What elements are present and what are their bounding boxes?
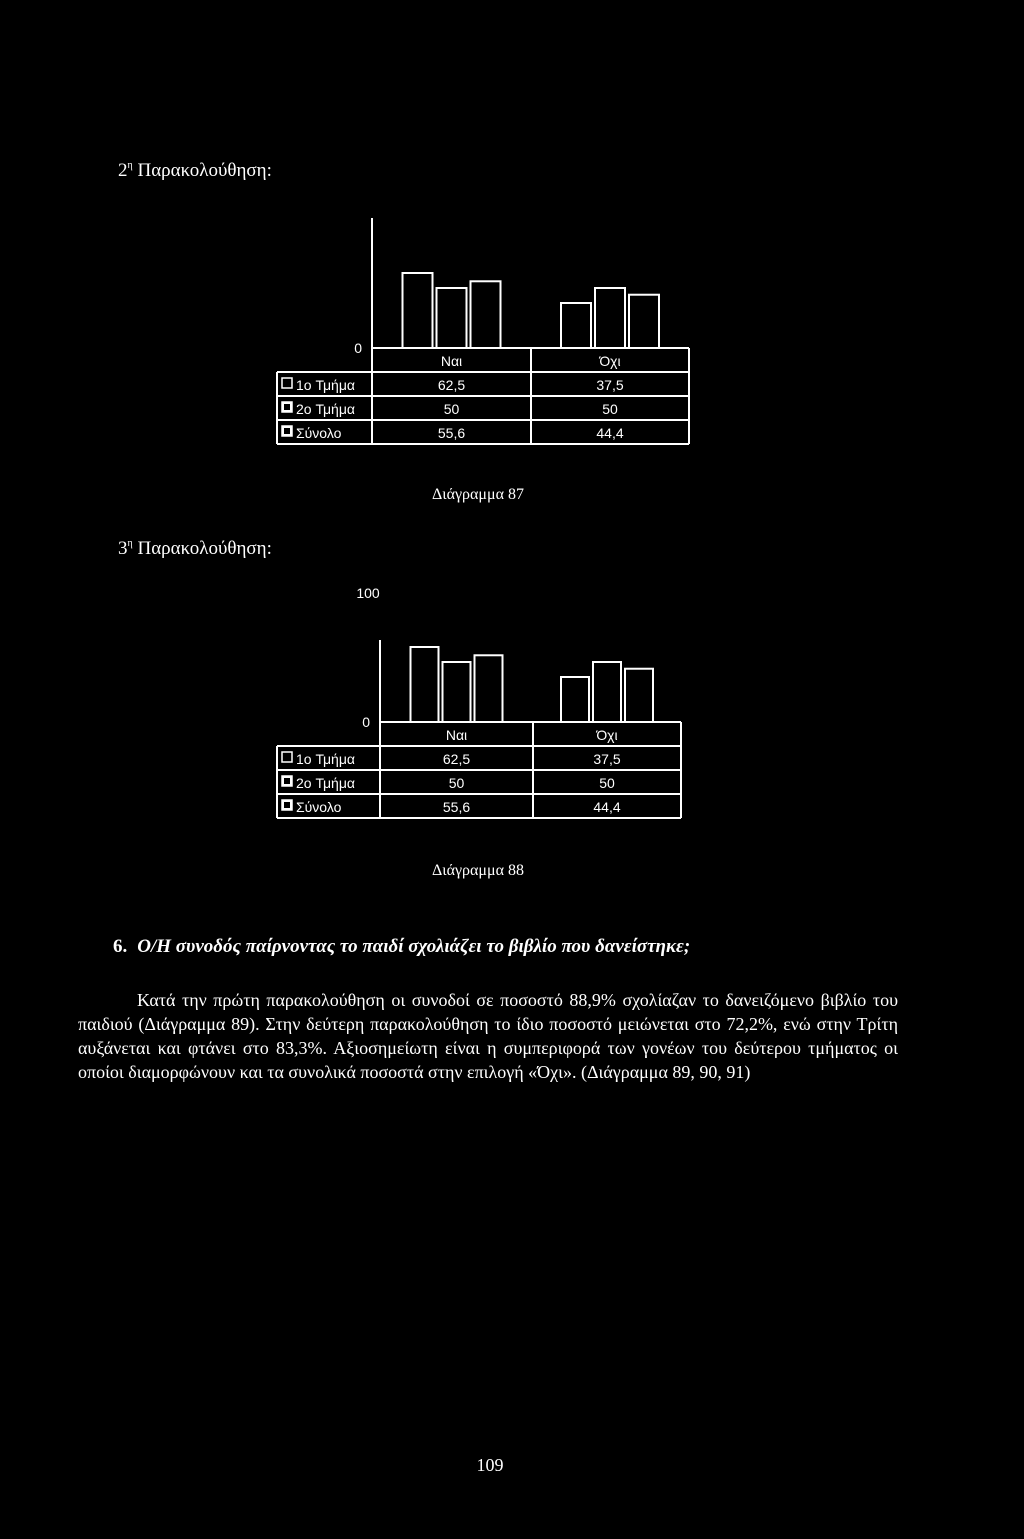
- legend-swatch-inner-3: [284, 428, 290, 434]
- heading-number: 3: [118, 538, 128, 559]
- data-label-1-2: 37,5: [593, 751, 621, 767]
- heading-label: Παρακολούθηση:: [137, 160, 272, 181]
- data-label-3-1: 55,6: [442, 799, 471, 815]
- heading-superscript: η: [127, 159, 133, 171]
- bar-2-1: [443, 662, 471, 722]
- data-label-2-1: 50: [448, 775, 465, 791]
- legend-label-1: 1o Τμήμα: [296, 751, 356, 767]
- legend-swatch-inner-2: [284, 778, 290, 784]
- bar-3-1: [471, 281, 501, 348]
- bar-1-1: [403, 273, 433, 348]
- data-label-1-2: 37,5: [596, 377, 624, 393]
- chart-caption-87: Διάγραμμα 87: [432, 486, 524, 503]
- legend-swatch-1: [282, 752, 292, 762]
- bar-3-2: [629, 295, 659, 348]
- chart-caption-88: Διάγραμμα 88: [432, 862, 524, 879]
- bar-1-2: [561, 677, 589, 722]
- body-paragraph: Κατά την πρώτη παρακολούθηση οι συνοδοί σε ποσοστό 88,9% σχολίαζαν το δανειζόμενο βιβλίο του παιδιού (Διάγραμμα 89). Στην δεύτερη παρακολούθηση το ίδιο ποσοστό μειώνεται στο 72,2%, ενώ στην Τρίτη αυξάνεται και φτάνει στο 83,3%. Αξιοσημείωτη είναι η συμπεριφορά των γονέων του δεύτερου τμήματος οι οποίοι διαμορφώνουν και τα συνολικά ποσοστά στην επιλογή «Όχι». (Διάγραμμα 89, 90, 91): [78, 990, 898, 1082]
- bar-3-1: [475, 655, 503, 722]
- category-label-1: Ναι: [445, 727, 468, 743]
- heading-superscript: η: [127, 537, 133, 549]
- heading-number: 2: [118, 160, 128, 181]
- legend-label-2: 2o Τμήμα: [296, 775, 356, 791]
- bar-3-2: [625, 669, 653, 722]
- section-heading-observation-3: [118, 538, 272, 560]
- category-label-2: Όχι: [596, 727, 618, 743]
- category-label-1: Ναι: [440, 353, 463, 369]
- question-number: 6.: [113, 936, 128, 957]
- data-label-3-2: 44,4: [596, 425, 624, 441]
- y-tick-label-zero: 0: [362, 714, 370, 730]
- bar-1-1: [411, 647, 439, 722]
- data-label-2-1: 50: [443, 401, 460, 417]
- legend-label-1: 1o Τμήμα: [296, 377, 356, 393]
- legend-swatch-inner-3: [284, 802, 290, 808]
- data-label-1-1: 62,5: [442, 751, 471, 767]
- bar-2-2: [595, 288, 625, 348]
- data-label-2-2: 50: [599, 775, 615, 791]
- category-label-2: Όχι: [599, 353, 621, 369]
- heading-label: Παρακολούθηση:: [137, 538, 272, 559]
- data-label-1-1: 62,5: [437, 377, 466, 393]
- legend-label-3: Σύνολο: [296, 425, 342, 441]
- bar-2-2: [593, 662, 621, 722]
- data-label-3-2: 44,4: [593, 799, 621, 815]
- question-heading: [113, 936, 690, 958]
- y-tick-label-zero: 0: [354, 340, 362, 356]
- bar-2-1: [437, 288, 467, 348]
- data-label-3-1: 55,6: [437, 425, 466, 441]
- y-tick-label-top: 100: [356, 585, 380, 601]
- legend-label-2: 2o Τμήμα: [296, 401, 356, 417]
- chart-diagram-88: [0, 560, 1024, 860]
- bar-1-2: [561, 303, 591, 348]
- question-text: Ο/Η συνοδός παίρνοντας το παιδί σχολιάζει το βιβλίο που δανείστηκε;: [137, 936, 691, 957]
- page-number: 109: [476, 1455, 504, 1475]
- data-label-2-2: 50: [602, 401, 618, 417]
- legend-label-3: Σύνολο: [296, 799, 342, 815]
- legend-swatch-inner-2: [284, 404, 290, 410]
- legend-swatch-1: [282, 378, 292, 388]
- chart-diagram-87: [0, 0, 1024, 520]
